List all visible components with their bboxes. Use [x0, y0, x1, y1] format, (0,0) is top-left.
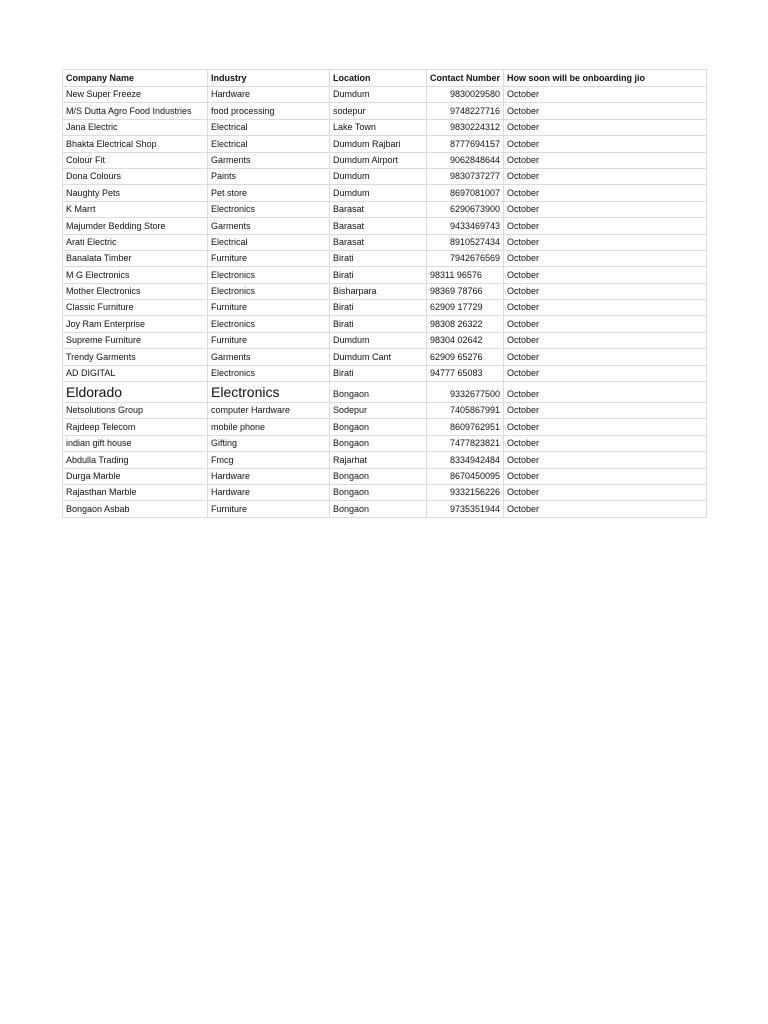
cell-company-name: Dona Colours	[63, 168, 208, 184]
cell-industry: Gifting	[208, 435, 330, 451]
cell-location: Bisharpara	[330, 283, 427, 299]
cell-industry: food processing	[208, 103, 330, 119]
cell-location: Sodepur	[330, 403, 427, 419]
cell-location: Bongaon	[330, 468, 427, 484]
table-row	[63, 250, 707, 266]
table-row	[63, 468, 707, 484]
cell-industry: Garments	[208, 152, 330, 168]
cell-contact-number: 7477823821	[427, 435, 504, 451]
cell-contact-number: 8334942484	[427, 452, 504, 468]
table-row	[63, 452, 707, 468]
cell-contact-number: 9332156226	[427, 484, 504, 500]
cell-industry: Furniture	[208, 332, 330, 348]
cell-onboarding: October	[504, 136, 707, 152]
cell-onboarding: October	[504, 87, 707, 103]
table-row	[63, 300, 707, 316]
cell-company-name: Naughty Pets	[63, 185, 208, 201]
table-row	[63, 234, 707, 250]
column-header-company-name: Company Name	[63, 70, 208, 87]
cell-onboarding: October	[504, 185, 707, 201]
cell-contact-number: 8777694157	[427, 136, 504, 152]
cell-contact-number: 8670450095	[427, 468, 504, 484]
cell-company-name: Supreme Furniture	[63, 332, 208, 348]
cell-contact-number: 8910527434	[427, 234, 504, 250]
table-row	[63, 501, 707, 517]
cell-company-name: Colour Fit	[63, 152, 208, 168]
cell-industry: Electronics	[208, 365, 330, 381]
cell-industry: computer Hardware	[208, 403, 330, 419]
cell-company-name: Bhakta Electrical Shop	[63, 136, 208, 152]
cell-company-name: K Marrt	[63, 201, 208, 217]
cell-location: Dumdum Airport	[330, 152, 427, 168]
cell-company-name: Jana Electric	[63, 119, 208, 135]
cell-location: Barasat	[330, 218, 427, 234]
table-row	[63, 152, 707, 168]
cell-contact-number: 98311 96576	[427, 267, 504, 283]
cell-industry: Electronics	[208, 267, 330, 283]
cell-company-name: Trendy Garments	[63, 349, 208, 365]
cell-company-name: M G Electronics	[63, 267, 208, 283]
table-row	[63, 484, 707, 500]
cell-onboarding: October	[504, 250, 707, 266]
cell-contact-number: 62909 65276	[427, 349, 504, 365]
column-header-contact-number: Contact Number	[427, 70, 504, 87]
cell-location: Birati	[330, 316, 427, 332]
cell-contact-number: 9433469743	[427, 218, 504, 234]
cell-industry: Electrical	[208, 136, 330, 152]
table-body	[63, 87, 707, 518]
cell-onboarding: October	[504, 435, 707, 451]
cell-company-name: Rajasthan Marble	[63, 484, 208, 500]
table-row	[63, 168, 707, 184]
cell-location: Dumdum Cant	[330, 349, 427, 365]
table-row	[63, 316, 707, 332]
cell-industry: Electronics	[208, 382, 330, 403]
cell-contact-number: 9830737277	[427, 168, 504, 184]
cell-company-name: Joy Ram Enterprise	[63, 316, 208, 332]
cell-company-name: Rajdeep Telecom	[63, 419, 208, 435]
cell-contact-number: 8609762951	[427, 419, 504, 435]
cell-location: Barasat	[330, 234, 427, 250]
cell-company-name: Majumder Bedding Store	[63, 218, 208, 234]
cell-industry: Garments	[208, 349, 330, 365]
cell-location: Birati	[330, 365, 427, 381]
cell-company-name: Mother Electronics	[63, 283, 208, 299]
spreadsheet-page	[62, 69, 707, 518]
cell-contact-number: 6290673900	[427, 201, 504, 217]
cell-location: sodepur	[330, 103, 427, 119]
cell-location: Bongaon	[330, 435, 427, 451]
cell-company-name: M/S Dutta Agro Food Industries	[63, 103, 208, 119]
cell-location: Bongaon	[330, 501, 427, 517]
cell-industry: mobile phone	[208, 419, 330, 435]
cell-onboarding: October	[504, 452, 707, 468]
cell-onboarding: October	[504, 218, 707, 234]
cell-company-name: AD DIGITAL	[63, 365, 208, 381]
cell-location: Dumdum	[330, 87, 427, 103]
cell-onboarding: October	[504, 168, 707, 184]
company-table	[62, 69, 707, 518]
cell-industry: Furniture	[208, 501, 330, 517]
cell-location: Bongaon	[330, 382, 427, 403]
table-row	[63, 103, 707, 119]
cell-company-name: Arati Electric	[63, 234, 208, 250]
cell-industry: Garments	[208, 218, 330, 234]
cell-contact-number: 9332677500	[427, 382, 504, 403]
table-row	[63, 419, 707, 435]
cell-contact-number: 9062848644	[427, 152, 504, 168]
cell-location: Lake Town	[330, 119, 427, 135]
cell-company-name: Abdulla Trading	[63, 452, 208, 468]
cell-onboarding: October	[504, 484, 707, 500]
table-row	[63, 136, 707, 152]
column-header-location: Location	[330, 70, 427, 87]
table-row	[63, 403, 707, 419]
cell-contact-number: 9735351944	[427, 501, 504, 517]
cell-company-name: Bongaon Asbab	[63, 501, 208, 517]
table-row	[63, 382, 707, 403]
cell-location: Rajarhat	[330, 452, 427, 468]
cell-company-name: Classic Furniture	[63, 300, 208, 316]
cell-onboarding: October	[504, 103, 707, 119]
cell-contact-number: 9830224312	[427, 119, 504, 135]
cell-location: Dumdum	[330, 185, 427, 201]
cell-onboarding: October	[504, 419, 707, 435]
cell-contact-number: 98308 26322	[427, 316, 504, 332]
cell-onboarding: October	[504, 300, 707, 316]
table-row	[63, 435, 707, 451]
cell-industry: Hardware	[208, 468, 330, 484]
cell-contact-number: 94777 65083	[427, 365, 504, 381]
table-row	[63, 267, 707, 283]
cell-contact-number: 7942676569	[427, 250, 504, 266]
cell-onboarding: October	[504, 382, 707, 403]
cell-contact-number: 62909 17729	[427, 300, 504, 316]
cell-onboarding: October	[504, 152, 707, 168]
cell-company-name: Durga Marble	[63, 468, 208, 484]
cell-location: Dumdum	[330, 332, 427, 348]
cell-contact-number: 9748227716	[427, 103, 504, 119]
cell-company-name: indian gift house	[63, 435, 208, 451]
cell-onboarding: October	[504, 332, 707, 348]
cell-industry: Furniture	[208, 250, 330, 266]
cell-industry: Electronics	[208, 283, 330, 299]
cell-onboarding: October	[504, 267, 707, 283]
column-header-industry: Industry	[208, 70, 330, 87]
table-row	[63, 119, 707, 135]
cell-location: Birati	[330, 300, 427, 316]
cell-industry: Electrical	[208, 234, 330, 250]
cell-onboarding: October	[504, 468, 707, 484]
table-row	[63, 283, 707, 299]
cell-contact-number: 98369 78766	[427, 283, 504, 299]
cell-onboarding: October	[504, 119, 707, 135]
cell-company-name: Banalata Timber	[63, 250, 208, 266]
cell-company-name: New Super Freeze	[63, 87, 208, 103]
cell-industry: Electronics	[208, 316, 330, 332]
cell-location: Birati	[330, 267, 427, 283]
table-row	[63, 218, 707, 234]
cell-contact-number: 98304 02642	[427, 332, 504, 348]
table-row	[63, 349, 707, 365]
cell-onboarding: October	[504, 403, 707, 419]
cell-onboarding: October	[504, 316, 707, 332]
header-row	[63, 70, 707, 87]
cell-contact-number: 9830029580	[427, 87, 504, 103]
cell-contact-number: 8697081007	[427, 185, 504, 201]
table-row	[63, 87, 707, 103]
cell-location: Bongaon	[330, 419, 427, 435]
cell-contact-number: 7405867991	[427, 403, 504, 419]
table-row	[63, 332, 707, 348]
cell-onboarding: October	[504, 501, 707, 517]
table-row	[63, 365, 707, 381]
cell-onboarding: October	[504, 349, 707, 365]
cell-industry: Hardware	[208, 484, 330, 500]
cell-industry: Fmcg	[208, 452, 330, 468]
cell-onboarding: October	[504, 201, 707, 217]
cell-industry: Electrical	[208, 119, 330, 135]
cell-onboarding: October	[504, 234, 707, 250]
table-row	[63, 201, 707, 217]
cell-industry: Furniture	[208, 300, 330, 316]
cell-location: Dumdum	[330, 168, 427, 184]
cell-location: Dumdum Rajbari	[330, 136, 427, 152]
cell-location: Birati	[330, 250, 427, 266]
cell-location: Barasat	[330, 201, 427, 217]
table-row	[63, 185, 707, 201]
cell-location: Bongaon	[330, 484, 427, 500]
cell-industry: Paints	[208, 168, 330, 184]
column-header-onboarding: How soon will be onboarding jio	[504, 70, 707, 87]
cell-industry: Pet store	[208, 185, 330, 201]
cell-onboarding: October	[504, 283, 707, 299]
cell-industry: Hardware	[208, 87, 330, 103]
cell-company-name: Netsolutions Group	[63, 403, 208, 419]
cell-company-name: Eldorado	[63, 382, 208, 403]
cell-industry: Electronics	[208, 201, 330, 217]
cell-onboarding: October	[504, 365, 707, 381]
